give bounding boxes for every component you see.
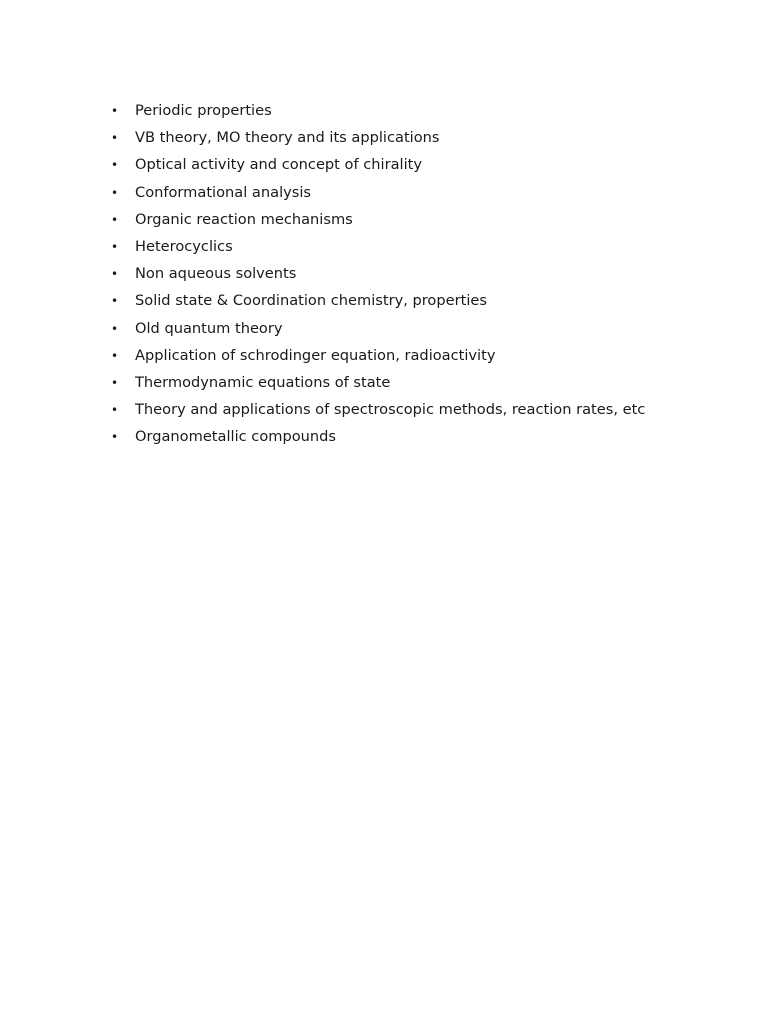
topic-text: Application of schrodinger equation, radioactivity — [135, 346, 496, 364]
topic-text: Theory and applications of spectroscopic methods, reaction rates, etc — [135, 401, 646, 419]
list-item — [108, 287, 748, 314]
list-item — [108, 260, 748, 287]
topic-text: Non aqueous solvents — [135, 265, 297, 283]
list-item — [108, 233, 748, 260]
topic-text: Solid state & Coordination chemistry, properties — [135, 292, 487, 310]
bullet-icon: • — [111, 104, 119, 118]
bullet-icon: • — [111, 185, 119, 200]
topic-text: VB theory, MO theory and its applications — [135, 129, 440, 147]
topic-text: Heterocyclics — [135, 237, 233, 255]
list-item — [108, 315, 748, 342]
bullet-icon: • — [111, 348, 119, 363]
bullet-icon: • — [111, 239, 119, 254]
bullet-icon: • — [111, 375, 119, 390]
list-item — [108, 97, 748, 124]
topic-list — [108, 97, 748, 450]
bullet-icon: • — [111, 321, 119, 336]
list-item — [108, 342, 748, 369]
topic-text: Organometallic compounds — [135, 428, 337, 446]
bullet-icon: • — [111, 158, 119, 173]
list-item — [108, 124, 748, 151]
topic-text: Organic reaction mechanisms — [135, 210, 353, 228]
bullet-icon: • — [111, 430, 119, 445]
bullet-icon: • — [111, 131, 119, 146]
list-item — [108, 369, 748, 396]
list-item — [108, 206, 748, 233]
topic-text: Old quantum theory — [135, 319, 283, 337]
bullet-icon: • — [111, 267, 119, 282]
list-item — [108, 423, 748, 450]
bullet-icon: • — [111, 294, 119, 309]
topic-text: Optical activity and concept of chirality — [135, 156, 422, 174]
topic-text: Conformational analysis — [135, 183, 312, 201]
bullet-icon: • — [111, 403, 119, 418]
bullet-icon: • — [111, 212, 119, 227]
list-item — [108, 396, 748, 423]
topic-text: Thermodynamic equations of state — [135, 373, 391, 391]
list-item — [108, 151, 748, 178]
topic-text: Periodic properties — [135, 102, 272, 119]
list-item — [108, 179, 748, 206]
